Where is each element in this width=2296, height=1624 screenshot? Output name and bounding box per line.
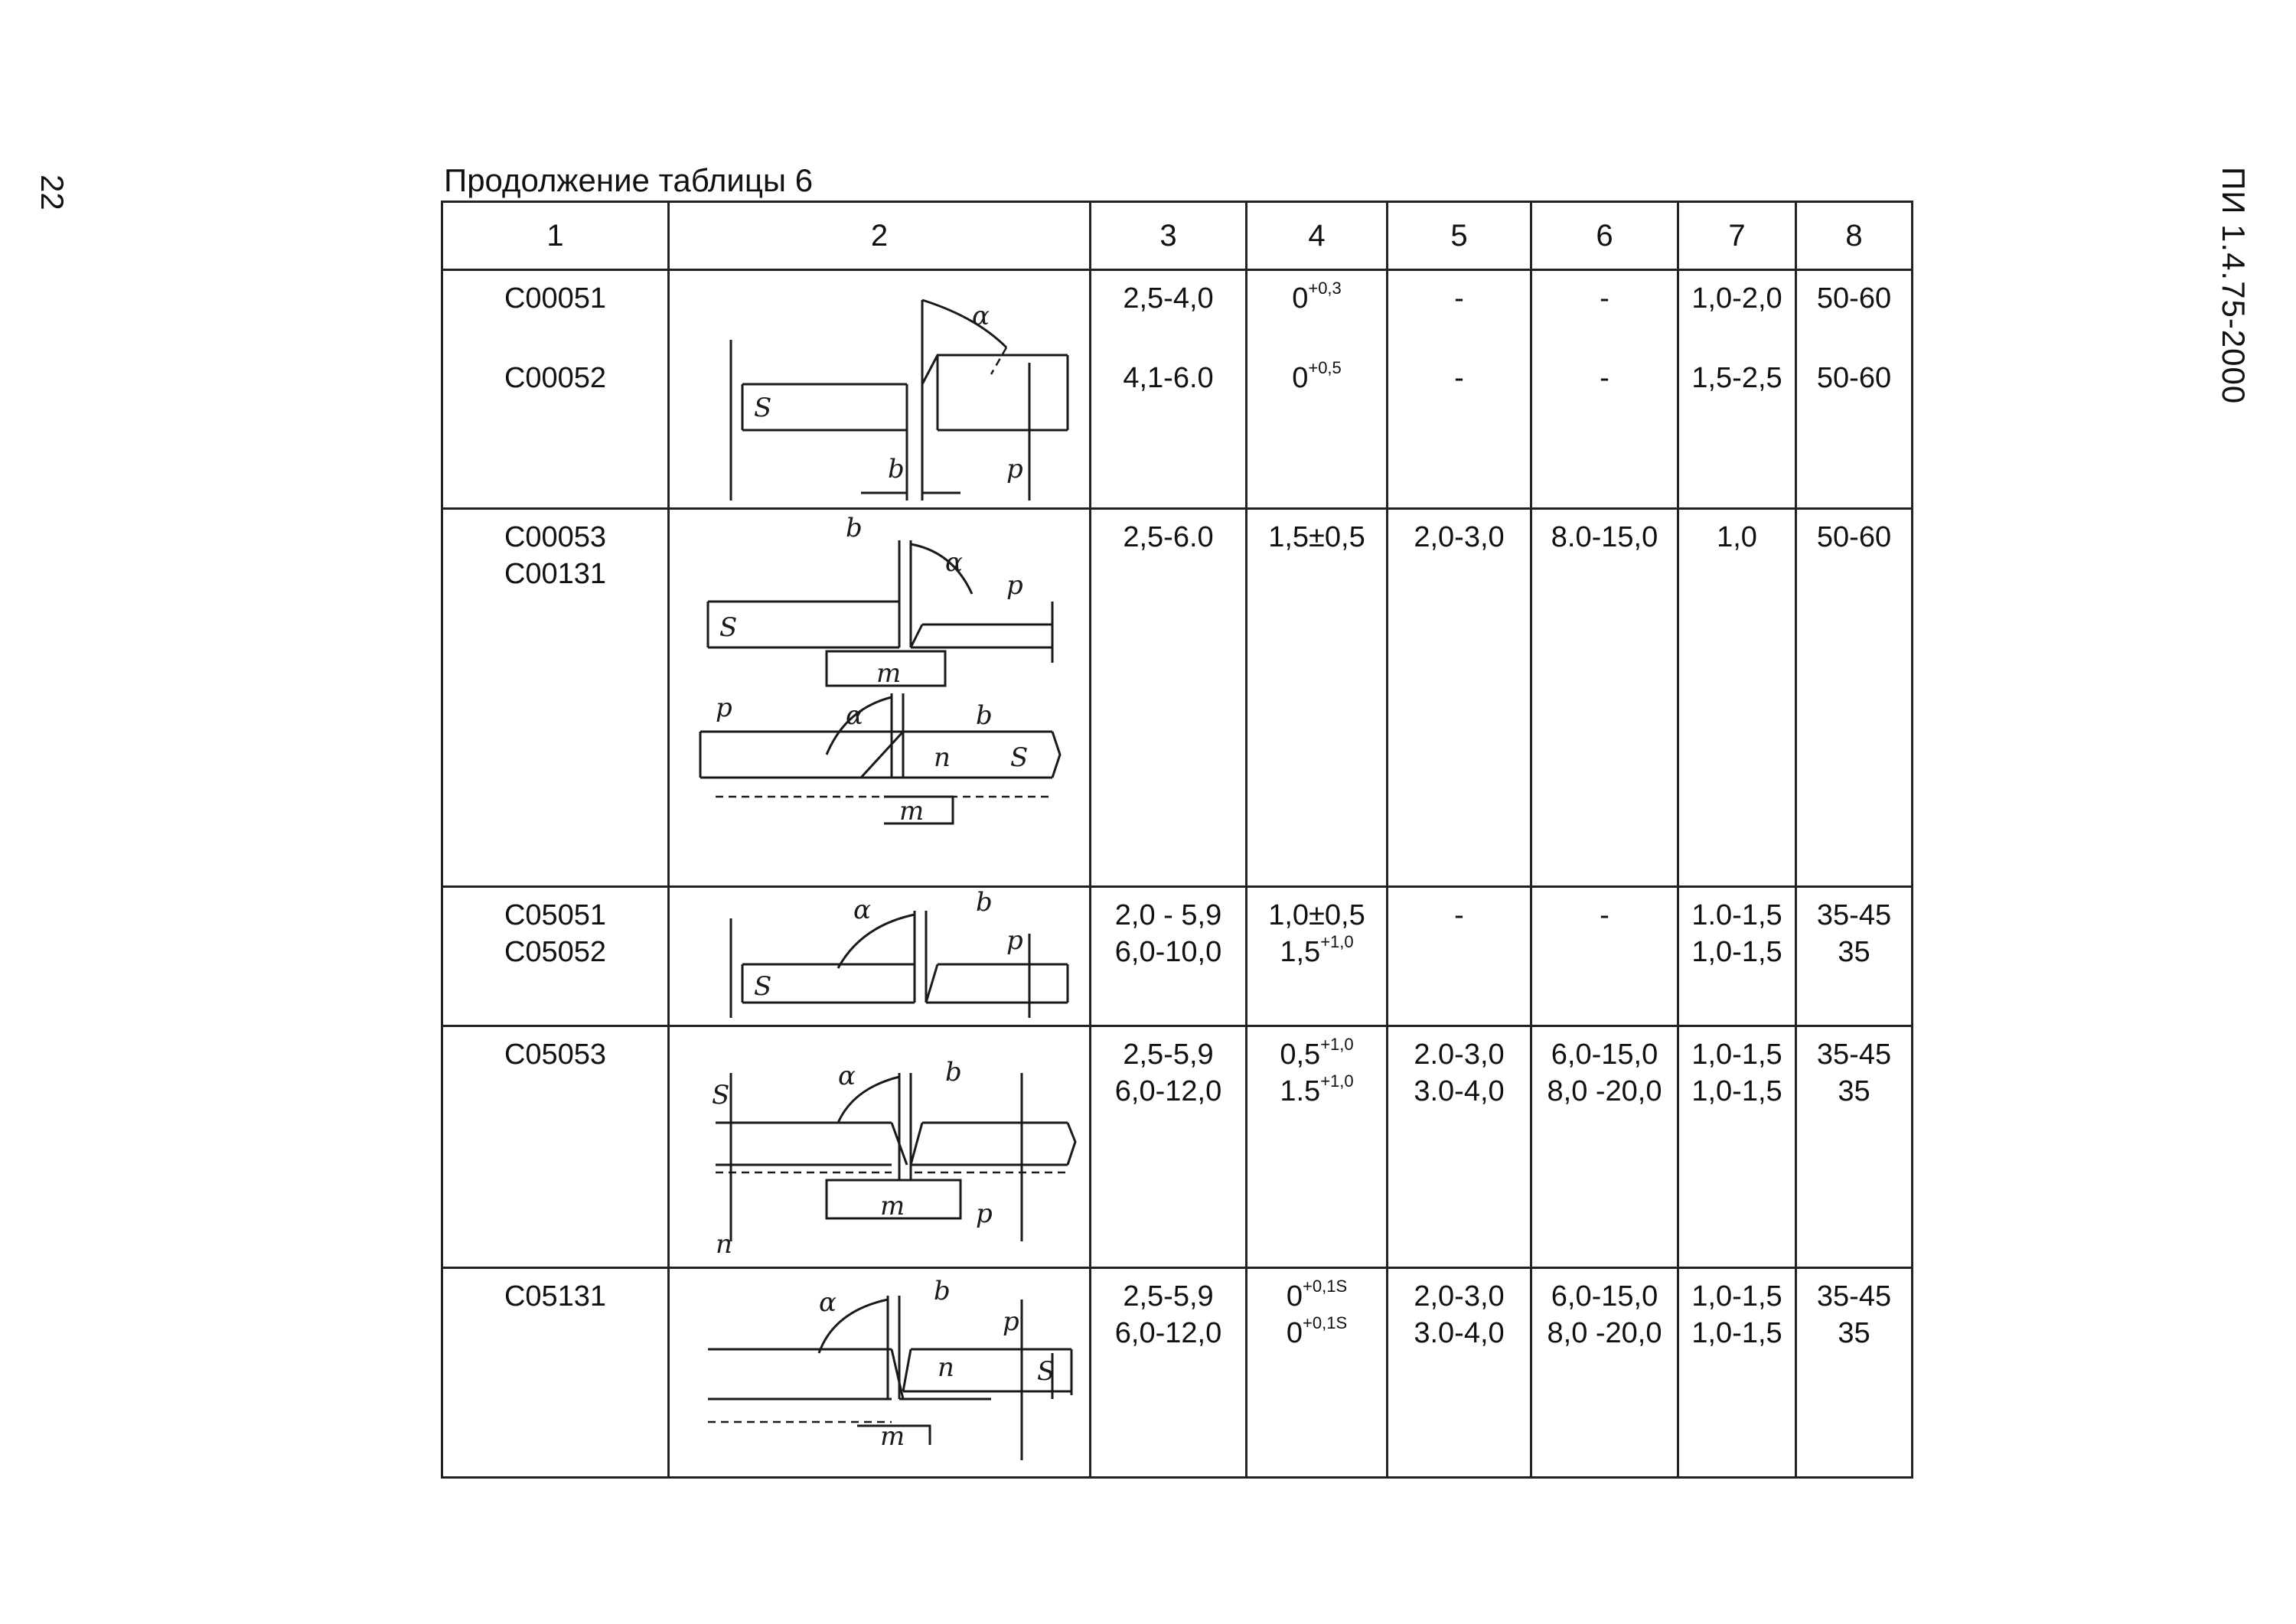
alpha-label: α [972,301,990,331]
cell-col7 [1678,887,1796,1026]
value: 1,0-1,5 [1691,1039,1782,1071]
header-row [442,202,1913,270]
header-cell: 6 [1531,202,1678,270]
page-number: 22 [34,174,70,210]
tolerance: +0,1S [1303,1277,1348,1296]
cell-col5 [1388,887,1531,1026]
value: 8,0 -20,0 [1547,1317,1662,1349]
joint-code: C05051 [504,899,607,931]
cell-col4 [1247,887,1388,1026]
b-label: b [945,1057,962,1088]
cell-col8 [1796,1268,1913,1478]
value: 35-45 [1816,899,1892,931]
cell-col7 [1678,509,1796,887]
cell-col6 [1531,887,1678,1026]
code-cell [442,887,669,1026]
joint-sketch-c00053 [670,510,1089,885]
joint-code: C00052 [504,362,607,394]
value: 2,0-3,0 [1414,1280,1505,1313]
cell-col3 [1091,887,1247,1026]
alpha-label: α [838,1061,856,1091]
p-label: p [1006,454,1023,484]
p-label: p [1003,1306,1019,1337]
cell-col5 [1388,509,1531,887]
b-label: b [934,1276,951,1306]
n-label: n [938,1352,954,1383]
s-label: S [1010,742,1029,773]
code-cell [442,1026,669,1268]
tolerance: +0,3 [1308,279,1342,298]
value: 50-60 [1816,521,1892,553]
value: 2.0-3,0 [1414,1039,1505,1071]
sketch-cell [669,1026,1091,1268]
value: 2,5-6.0 [1123,521,1214,553]
sketch-cell [669,270,1091,509]
value: 35 [1838,1075,1870,1107]
alpha-label: α [819,1287,837,1318]
header-cell: 1 [442,202,669,270]
cell-col5 [1388,1026,1531,1268]
alpha-label: α [853,895,871,925]
header-cell: 8 [1796,202,1913,270]
value: 3.0-4,0 [1414,1075,1505,1107]
header-cell: 5 [1388,202,1531,270]
tolerance: +1,0 [1320,932,1354,951]
joint-code: C00131 [504,558,607,590]
joint-sketch-c05053 [670,1027,1089,1266]
cell-text [443,271,667,396]
value: 6,0-10,0 [1114,936,1222,968]
value: 50-60 [1816,282,1892,315]
cell-col7 [1678,1268,1796,1478]
cell-col3 [1091,1026,1247,1268]
value: 2,0 - 5,9 [1114,899,1222,931]
b-label: b [976,888,993,918]
value: 0,5 [1280,1039,1321,1071]
header-cell: 3 [1091,202,1247,270]
n-label: n [934,742,951,773]
value: 1,0 [1717,521,1757,553]
cell-col4 [1247,509,1388,887]
table-row [442,270,1913,509]
s-label: S [754,393,772,423]
value: - [1600,899,1609,931]
value: 0 [1286,1317,1303,1349]
cell-col7 [1678,1026,1796,1268]
alpha-label: α [945,547,963,578]
value: 8.0-15,0 [1551,521,1658,553]
value: 35-45 [1816,1039,1892,1071]
document-code: ПИ 1.4.75-2000 [2216,167,2252,405]
cell-col5 [1388,270,1531,509]
value: 6,0-12,0 [1114,1317,1222,1349]
s-label: S [754,971,772,1002]
m-label: m [876,658,902,689]
table-caption: Продолжение таблицы 6 [444,162,814,198]
value: 50-60 [1816,362,1892,394]
value: 35 [1838,1317,1870,1349]
cell-col8 [1796,270,1913,509]
value: 1,0-1,5 [1691,936,1782,968]
value: 2,5-5,9 [1123,1039,1214,1071]
value: 1.0-1,5 [1691,899,1782,931]
joint-code: C00051 [504,282,607,315]
value: - [1600,282,1609,315]
tolerance: +1,0 [1320,1035,1354,1054]
value: - [1454,362,1464,394]
value: 35-45 [1816,1280,1892,1313]
value: 2,0-3,0 [1414,521,1505,553]
n-label: n [716,1229,732,1260]
cell-col3 [1091,509,1247,887]
b-label: b [888,454,905,484]
cell-col6 [1531,270,1678,509]
value: - [1454,282,1464,315]
sketch-cell [669,887,1091,1026]
value: 1,0±0,5 [1268,899,1365,931]
cell-col8 [1796,887,1913,1026]
s-label: S [719,612,738,643]
header-cell: 7 [1678,202,1796,270]
value: 6,0-12,0 [1114,1075,1222,1107]
value: 4,1-6.0 [1123,362,1214,394]
value: 0 [1286,1280,1303,1313]
p-label: p [976,1198,993,1229]
value: 6,0-15,0 [1551,1280,1658,1313]
sketch-cell [669,509,1091,887]
value: 0 [1292,362,1309,394]
value: - [1600,362,1609,394]
p-label: p [1006,925,1023,956]
m-label: m [880,1421,905,1452]
cell-col4 [1247,1026,1388,1268]
tolerance: +0,5 [1308,358,1342,377]
cell-col4 [1247,1268,1388,1478]
alpha-label: α [846,700,863,731]
table-row [442,1268,1913,1478]
cell-col6 [1531,1268,1678,1478]
code-cell [442,1268,669,1478]
b-label: b [846,513,863,543]
value: 6,0-15,0 [1551,1039,1658,1071]
joint-code: C00053 [504,521,607,553]
cell-col5 [1388,1268,1531,1478]
joint-code: C05052 [504,936,607,968]
value: 2,5-5,9 [1123,1280,1214,1313]
cell-col8 [1796,509,1913,887]
code-cell [442,270,669,509]
joint-code: C05131 [504,1280,607,1313]
cell-col6 [1531,509,1678,887]
joint-sketch-c05131 [670,1269,1089,1476]
value: 1,5±0,5 [1268,521,1365,553]
value: 35 [1838,936,1870,968]
cell-col6 [1531,1026,1678,1268]
value: 1,5-2,5 [1691,362,1782,394]
s-label: S [1037,1356,1055,1387]
table-row [442,887,1913,1026]
value: 3.0-4,0 [1414,1317,1505,1349]
joint-sketch-c05051 [670,888,1089,1024]
b-label: b [976,700,993,731]
value: 1,0-1,5 [1691,1317,1782,1349]
value: 1.5 [1280,1075,1321,1107]
cell-col4 [1247,270,1388,509]
value: 2,5-4,0 [1123,282,1214,315]
cell-col3 [1091,270,1247,509]
value: 1,5 [1280,936,1321,968]
p-label: p [1006,570,1023,601]
cell-col3 [1091,1268,1247,1478]
value: 8,0 -20,0 [1547,1075,1662,1107]
m-label: m [899,796,925,827]
table-row [442,1026,1913,1268]
value: 1,0-1,5 [1691,1075,1782,1107]
table-row [442,509,1913,887]
joint-sketch-c00051 [670,271,1089,507]
value: 0 [1292,282,1309,315]
cell-col8 [1796,1026,1913,1268]
p-label: p [716,693,732,723]
joint-code: C05053 [504,1039,607,1071]
m-label: m [880,1191,905,1221]
header-cell: 4 [1247,202,1388,270]
value: 1,0-2,0 [1691,282,1782,315]
cell-col7 [1678,270,1796,509]
value: 1,0-1,5 [1691,1280,1782,1313]
code-cell [442,509,669,887]
tolerance: +0,1S [1303,1313,1348,1332]
tolerance: +1,0 [1320,1071,1354,1091]
joint-spec-table [441,201,1913,1479]
header-cell: 2 [669,202,1091,270]
sketch-cell [669,1268,1091,1478]
s-label: S [712,1080,730,1110]
value: - [1454,899,1464,931]
